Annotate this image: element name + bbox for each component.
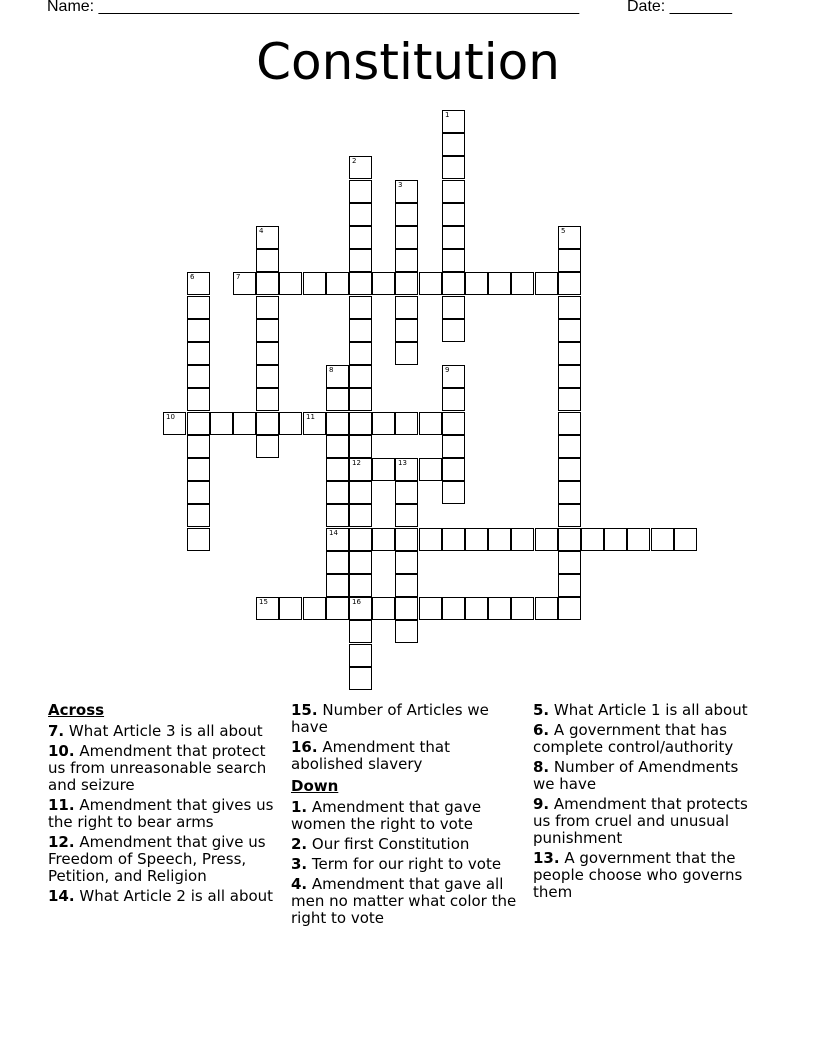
- across-heading: Across: [48, 701, 105, 719]
- grid-cell[interactable]: [558, 528, 581, 551]
- grid-cell[interactable]: [187, 504, 210, 527]
- clue-number: 5.: [533, 701, 550, 719]
- clue-text: A government that the people choose who governs them: [533, 849, 743, 901]
- clue-down-8: [533, 759, 763, 793]
- grid-cell[interactable]: [651, 528, 674, 551]
- grid-cell[interactable]: [535, 528, 558, 551]
- grid-cell[interactable]: [256, 597, 279, 620]
- grid-cell[interactable]: [372, 597, 395, 620]
- grid-cell[interactable]: [349, 620, 372, 643]
- grid-cell[interactable]: [233, 412, 256, 435]
- grid-cell[interactable]: [442, 528, 465, 551]
- clue-number: 13.: [533, 849, 560, 867]
- grid-cell[interactable]: [395, 180, 418, 203]
- grid-cell[interactable]: [303, 597, 326, 620]
- grid-cell[interactable]: [349, 319, 372, 342]
- grid-cell[interactable]: [442, 180, 465, 203]
- grid-cell[interactable]: [256, 388, 279, 411]
- grid-cell[interactable]: [442, 597, 465, 620]
- clue-across-14: [48, 888, 284, 905]
- clue-number: 3.: [291, 855, 308, 873]
- cell-number: 16: [352, 598, 361, 606]
- grid-cell[interactable]: [349, 504, 372, 527]
- grid-cell[interactable]: [256, 365, 279, 388]
- grid-cell[interactable]: [419, 597, 442, 620]
- grid-cell[interactable]: [558, 226, 581, 249]
- clue-down-13: [533, 850, 763, 901]
- grid-cell[interactable]: [187, 365, 210, 388]
- grid-cell[interactable]: [256, 319, 279, 342]
- grid-cell[interactable]: [395, 620, 418, 643]
- grid-cell[interactable]: [349, 272, 372, 295]
- grid-cell[interactable]: [349, 644, 372, 667]
- cell-number: 12: [352, 459, 361, 467]
- grid-cell[interactable]: [558, 574, 581, 597]
- grid-cell[interactable]: [233, 272, 256, 295]
- grid-cell[interactable]: [442, 319, 465, 342]
- grid-cell[interactable]: [465, 272, 488, 295]
- clue-text: Amendment that gave women the right to vote: [291, 798, 482, 833]
- grid-cell[interactable]: [256, 412, 279, 435]
- grid-cell[interactable]: [187, 272, 210, 295]
- grid-cell[interactable]: [419, 412, 442, 435]
- grid-cell[interactable]: [326, 481, 349, 504]
- clue-text: Amendment that give us Freedom of Speech, Press, Petition, and Religion: [48, 833, 266, 885]
- grid-cell[interactable]: [187, 296, 210, 319]
- grid-cell[interactable]: [558, 272, 581, 295]
- grid-cell[interactable]: [349, 435, 372, 458]
- grid-cell[interactable]: [558, 551, 581, 574]
- grid-cell[interactable]: [488, 597, 511, 620]
- cell-number: 3: [398, 181, 403, 189]
- grid-cell[interactable]: [395, 412, 418, 435]
- clue-text: What Article 3 is all about: [68, 722, 263, 740]
- grid-cell[interactable]: [558, 412, 581, 435]
- grid-cell[interactable]: [326, 412, 349, 435]
- grid-cell[interactable]: [187, 458, 210, 481]
- grid-cell[interactable]: [256, 226, 279, 249]
- grid-cell[interactable]: [674, 528, 697, 551]
- grid-cell[interactable]: [442, 272, 465, 295]
- grid-cell[interactable]: [326, 504, 349, 527]
- clue-number: 6.: [533, 721, 550, 739]
- grid-cell[interactable]: [279, 597, 302, 620]
- grid-cell[interactable]: [279, 412, 302, 435]
- grid-cell[interactable]: [372, 528, 395, 551]
- cell-number: 1: [445, 111, 450, 119]
- grid-cell[interactable]: [349, 388, 372, 411]
- clue-across-16: [291, 739, 525, 773]
- grid-cell[interactable]: [442, 110, 465, 133]
- grid-cell[interactable]: [442, 412, 465, 435]
- grid-cell[interactable]: [256, 249, 279, 272]
- clue-column-1: [48, 700, 284, 908]
- clue-text: Number of Articles we have: [291, 701, 489, 736]
- grid-cell[interactable]: [349, 226, 372, 249]
- clue-text: Amendment that protect us from unreasonable search and seizure: [48, 742, 267, 794]
- clue-number: 16.: [291, 738, 318, 756]
- grid-cell[interactable]: [349, 203, 372, 226]
- grid-cell[interactable]: [395, 272, 418, 295]
- grid-cell[interactable]: [349, 597, 372, 620]
- clue-number: 1.: [291, 798, 308, 816]
- grid-cell[interactable]: [256, 342, 279, 365]
- grid-cell[interactable]: [326, 458, 349, 481]
- grid-cell[interactable]: [488, 528, 511, 551]
- cell-number: 7: [236, 273, 241, 281]
- grid-cell[interactable]: [326, 597, 349, 620]
- grid-cell[interactable]: [349, 296, 372, 319]
- grid-cell[interactable]: [442, 365, 465, 388]
- grid-cell[interactable]: [395, 342, 418, 365]
- grid-cell[interactable]: [535, 597, 558, 620]
- grid-cell[interactable]: [163, 412, 186, 435]
- grid-cell[interactable]: [210, 412, 233, 435]
- clue-down-6: [533, 722, 763, 756]
- grid-cell[interactable]: [349, 551, 372, 574]
- grid-cell[interactable]: [419, 458, 442, 481]
- grid-cell[interactable]: [349, 342, 372, 365]
- clue-text: What Article 2 is all about: [79, 887, 274, 905]
- grid-cell[interactable]: [349, 528, 372, 551]
- grid-cell[interactable]: [558, 481, 581, 504]
- grid-cell[interactable]: [349, 249, 372, 272]
- clue-text: Amendment that abolished slavery: [291, 738, 450, 773]
- grid-cell[interactable]: [395, 319, 418, 342]
- grid-cell[interactable]: [187, 319, 210, 342]
- grid-cell[interactable]: [558, 504, 581, 527]
- grid-cell[interactable]: [349, 156, 372, 179]
- grid-cell[interactable]: [581, 528, 604, 551]
- grid-cell[interactable]: [326, 435, 349, 458]
- clue-column-2: [291, 700, 525, 930]
- cell-number: 14: [329, 529, 338, 537]
- clue-number: 7.: [48, 722, 65, 740]
- clue-number: 4.: [291, 875, 308, 893]
- clue-across-11: [48, 797, 284, 831]
- grid-cell[interactable]: [279, 272, 302, 295]
- cell-number: 4: [259, 227, 264, 235]
- cell-number: 15: [259, 598, 268, 606]
- clue-text: Amendment that gave all men no matter what color the right to vote: [291, 875, 517, 927]
- grid-cell[interactable]: [395, 458, 418, 481]
- clue-text: What Article 1 is all about: [553, 701, 748, 719]
- grid-cell[interactable]: [395, 481, 418, 504]
- grid-cell[interactable]: [349, 574, 372, 597]
- grid-cell[interactable]: [535, 272, 558, 295]
- grid-cell[interactable]: [326, 272, 349, 295]
- down-heading: Down: [291, 777, 339, 795]
- grid-cell[interactable]: [349, 481, 372, 504]
- clue-number: 14.: [48, 887, 75, 905]
- clue-number: 15.: [291, 701, 318, 719]
- clue-text: A government that has complete control/authority: [533, 721, 734, 756]
- grid-cell[interactable]: [558, 319, 581, 342]
- clue-down-4: [291, 876, 525, 927]
- grid-cell[interactable]: [442, 133, 465, 156]
- clue-number: 10.: [48, 742, 75, 760]
- grid-cell[interactable]: [558, 458, 581, 481]
- grid-cell[interactable]: [465, 597, 488, 620]
- cell-number: 11: [306, 413, 315, 421]
- grid-cell[interactable]: [187, 388, 210, 411]
- grid-cell[interactable]: [419, 528, 442, 551]
- grid-cell[interactable]: [442, 388, 465, 411]
- grid-cell[interactable]: [558, 342, 581, 365]
- page-title: Constitution: [256, 33, 560, 91]
- grid-cell[interactable]: [349, 667, 372, 690]
- clue-text: Number of Amendments we have: [533, 758, 739, 793]
- clue-number: 8.: [533, 758, 550, 776]
- grid-cell[interactable]: [395, 249, 418, 272]
- grid-cell[interactable]: [558, 365, 581, 388]
- clue-number: 12.: [48, 833, 75, 851]
- clue-across-15: [291, 702, 525, 736]
- cell-number: 2: [352, 157, 357, 165]
- clue-down-9: [533, 796, 763, 847]
- grid-cell[interactable]: [395, 226, 418, 249]
- grid-cell[interactable]: [187, 528, 210, 551]
- grid-cell[interactable]: [395, 203, 418, 226]
- grid-cell[interactable]: [442, 249, 465, 272]
- grid-cell[interactable]: [326, 388, 349, 411]
- grid-cell[interactable]: [349, 365, 372, 388]
- cell-number: 9: [445, 366, 450, 374]
- grid-cell[interactable]: [395, 296, 418, 319]
- grid-cell[interactable]: [326, 574, 349, 597]
- grid-cell[interactable]: [326, 528, 349, 551]
- clue-column-3: [533, 700, 763, 904]
- grid-cell[interactable]: [627, 528, 650, 551]
- grid-cell[interactable]: [349, 458, 372, 481]
- grid-cell[interactable]: [326, 551, 349, 574]
- grid-cell[interactable]: [303, 272, 326, 295]
- grid-cell[interactable]: [511, 597, 534, 620]
- clue-down-5: [533, 702, 763, 719]
- grid-cell[interactable]: [558, 296, 581, 319]
- grid-cell[interactable]: [256, 435, 279, 458]
- cell-number: 10: [166, 413, 175, 421]
- grid-cell[interactable]: [442, 435, 465, 458]
- grid-cell[interactable]: [395, 574, 418, 597]
- clue-number: 9.: [533, 795, 550, 813]
- grid-cell[interactable]: [395, 504, 418, 527]
- grid-cell[interactable]: [442, 296, 465, 319]
- grid-cell[interactable]: [488, 272, 511, 295]
- cell-number: 13: [398, 459, 407, 467]
- grid-cell[interactable]: [465, 528, 488, 551]
- clue-down-3: [291, 856, 525, 873]
- grid-cell[interactable]: [395, 528, 418, 551]
- grid-cell[interactable]: [303, 412, 326, 435]
- grid-cell[interactable]: [256, 296, 279, 319]
- grid-cell[interactable]: [558, 249, 581, 272]
- grid-cell[interactable]: [442, 226, 465, 249]
- date-field: Date: _______: [627, 0, 732, 15]
- cell-number: 6: [190, 273, 195, 281]
- clue-number: 11.: [48, 796, 75, 814]
- grid-cell[interactable]: [187, 412, 210, 435]
- grid-cell[interactable]: [349, 180, 372, 203]
- grid-cell[interactable]: [372, 412, 395, 435]
- clue-text: Our first Constitution: [311, 835, 470, 853]
- grid-cell[interactable]: [395, 597, 418, 620]
- grid-cell[interactable]: [372, 458, 395, 481]
- grid-cell[interactable]: [511, 272, 534, 295]
- grid-cell[interactable]: [395, 551, 418, 574]
- grid-cell[interactable]: [558, 435, 581, 458]
- grid-cell[interactable]: [511, 528, 534, 551]
- grid-cell[interactable]: [326, 365, 349, 388]
- grid-cell[interactable]: [372, 272, 395, 295]
- cell-number: 5: [561, 227, 566, 235]
- clue-text: Amendment that protects us from cruel and unusual punishment: [533, 795, 748, 847]
- grid-cell[interactable]: [419, 272, 442, 295]
- clue-text: Term for our right to vote: [311, 855, 502, 873]
- grid-cell[interactable]: [604, 528, 627, 551]
- clue-across-12: [48, 834, 284, 885]
- cell-number: 8: [329, 366, 334, 374]
- clue-down-1: [291, 799, 525, 833]
- grid-cell[interactable]: [442, 156, 465, 179]
- grid-cell[interactable]: [187, 435, 210, 458]
- grid-cell[interactable]: [558, 597, 581, 620]
- grid-cell[interactable]: [442, 481, 465, 504]
- grid-cell[interactable]: [442, 458, 465, 481]
- clue-text: Amendment that gives us the right to bear arms: [48, 796, 274, 831]
- clue-number: 2.: [291, 835, 308, 853]
- grid-cell[interactable]: [442, 203, 465, 226]
- clue-across-10: [48, 743, 284, 794]
- clue-down-2: [291, 836, 525, 853]
- grid-cell[interactable]: [256, 272, 279, 295]
- grid-cell[interactable]: [187, 481, 210, 504]
- clue-across-7: [48, 723, 284, 740]
- grid-cell[interactable]: [187, 342, 210, 365]
- grid-cell[interactable]: [558, 388, 581, 411]
- name-field: Name: ______________________________________________________: [47, 0, 580, 15]
- grid-cell[interactable]: [349, 412, 372, 435]
